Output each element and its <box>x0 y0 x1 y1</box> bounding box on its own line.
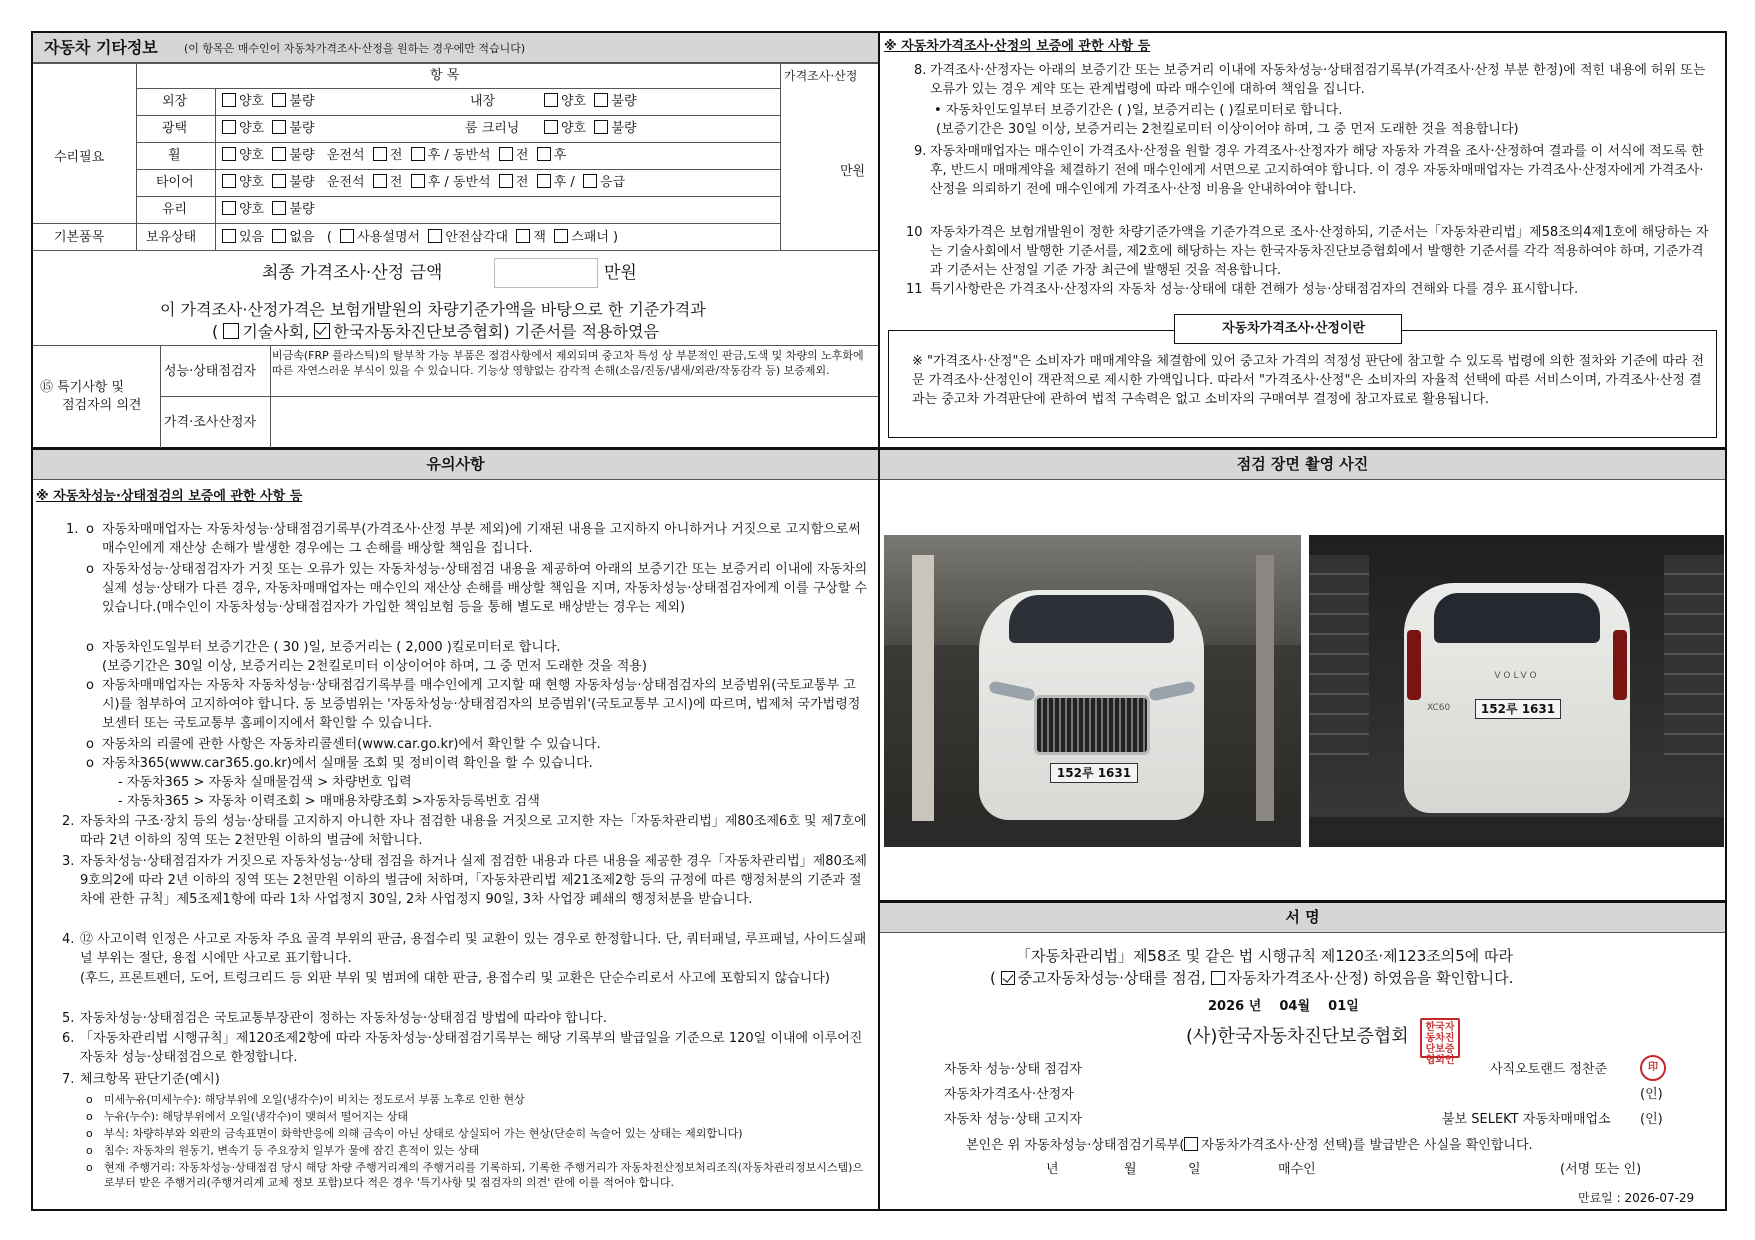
price-appraisal-checkbox[interactable] <box>1211 971 1225 985</box>
lift-ramp <box>884 821 1301 847</box>
row-label-gloss: 광택 <box>162 121 188 136</box>
bullet: o <box>86 640 94 655</box>
notice-item4: ⑫ 사고이력 인정은 사고로 자동차 주요 골격 부위의 판금, 용접수리 및 교환이 있는 경우로 한정합니다. 단, 쿼터패널, 루프패널, 사이드실패널 부위는 절단, 용접 시에만 사고로 표기합니다. <box>80 932 867 966</box>
manual-checkbox[interactable] <box>340 229 354 243</box>
row-label-room-clean: 룸 크리닝 <box>465 121 520 136</box>
inspector-note: 비금속(FRP 플라스틱)의 탈부착 가능 부품은 점검사항에서 제외되며 중고차 특성 상 부분적인 판금,도색 및 차량의 노후화에 따른 자연스러운 부식이 있을 수 있습니다. 기능상 영향없는 감각적 손해(소음/진동/냄새/외관/작동감각 등) 보증제외. <box>272 349 864 377</box>
notice-item7-number: 7. <box>62 1072 75 1087</box>
row-label-wheel: 휠 <box>168 148 181 163</box>
item11-text: 특기사항란은 가격조사·산정자의 자동차 성능·상태에 대한 견해가 성능·상태점검자의 견해와 다를 경우 표시합니다. <box>930 282 1579 297</box>
notice-item1d: 자동차매매업자는 자동차 자동차성능·상태점검기록부를 매수인에게 고지할 때 현행 자동차성능·상태점검자의 보증범위(국토교통부 고시)를 첨부하여 고지하여야 합니다. 동 보증범위는 '자동차성능·상태점검자의 보증범위'(국토교통부 고시)에 따르며, 법제처 국가법령정보센터 또는 국토교통부 홈페이지에서 확인할 수 있습니다. <box>102 678 861 731</box>
front-grille <box>1034 695 1150 755</box>
criteria-leak: 누유(누수): 해당부위에서 오일(냉각수)이 맺혀서 떨어지는 상태 <box>104 1110 409 1123</box>
bullet: o <box>86 1127 93 1140</box>
col-price-header: 가격조사·산정 <box>784 69 858 83</box>
bullet: o <box>86 1110 93 1123</box>
price-warranty-title: ※ 자동차가격조사·산정의 보증에 관한 사항 등 <box>884 39 1151 54</box>
shelving <box>1309 555 1369 755</box>
notice-item4-number: 4. <box>62 932 75 947</box>
rear-plate: 152루 1631 <box>1475 699 1561 719</box>
wheel-bad-checkbox[interactable] <box>272 147 286 161</box>
special-notes-label-line2: 점검자의 의견 <box>62 398 142 413</box>
notice-item1f-sub2: - 자동차365 > 자동차 이력조회 > 매매용차량조회 >자동차등록번호 검색 <box>118 794 540 809</box>
room-clean-good-checkbox[interactable] <box>544 120 558 134</box>
notice-item1e: 자동차의 리콜에 관한 사항은 자동차리콜센터(www.car.go.kr)에서 확인할 수 있습니다. <box>102 737 601 752</box>
notice-item1c: 자동차인도일부터 보증기간은 ( 30 )일, 보증거리는 ( 2,000 )킬로미터로 합니다. <box>102 640 561 655</box>
item10-text: 자동차가격은 보험개발원이 정한 차량기준가액을 기준가격으로 조사·산정하되, 기준서는「자동차관리법」제58조의4제1호에 해당하는 자는 기술사회에서 발행한 기준서를, 제2호에 해당하는 자는 한국자동차진단보증협회에서 발행한 기준서를 각각 적용하여야 하며, 기준가격과 기준서는 산정일 기준 가장 최근에 발행된 것을 적용합니다. <box>930 225 1709 278</box>
gloss-bad-checkbox[interactable] <box>272 120 286 134</box>
issuing-organization: (사)한국자동차진단보증협회 <box>1186 1026 1409 1047</box>
definition-text: ※ "가격조사·산정"은 소비자가 매매계약을 체결함에 있어 중고차 가격의 적정성 판단에 참고할 수 있도록 법령에 의한 절차와 기준에 따라 전문 가격조사·산정인이 객관적으로 제시한 가액입니다. 따라서 "가격조사·산정"은 소비자의 자율적 선택에 따른 서비스이며, 가격조사·산정 결과는 중고차 가격판단에 관하여 법적 구속력은 없고 소비자의 구매여부 결정에 참고자료로 활용됩니다. <box>912 354 1705 407</box>
front-plate: 152루 1631 <box>1050 763 1138 783</box>
buyer-date-year: 년 <box>1046 1162 1059 1177</box>
price-basis-line2: ( 기술사회, 한국자동차진단보증협회) 기준서를 적용하였음 <box>212 322 659 341</box>
performance-check-checkbox[interactable] <box>1001 971 1015 985</box>
organization-seal: 한국자동차진단보증협회인 <box>1420 1018 1460 1058</box>
glass-options: 양호 불량 <box>222 201 315 218</box>
windshield <box>1009 595 1174 643</box>
expiry-date: 만료일 : 2026-07-29 <box>1578 1191 1695 1205</box>
notifier-row-label: 자동차 성능·상태 고지자 <box>944 1112 1082 1127</box>
exterior-good-checkbox[interactable] <box>222 93 236 107</box>
bullet: o <box>86 678 94 693</box>
criteria-flood: 침수: 자동차의 원동기, 변속기 등 주요장치 일부가 물에 잠긴 흔적이 있는 상태 <box>104 1144 480 1157</box>
owned-none-checkbox[interactable] <box>272 229 286 243</box>
spanner-checkbox[interactable] <box>554 229 568 243</box>
tire-bad-checkbox[interactable] <box>272 174 286 188</box>
col-item-header: 항 목 <box>430 68 460 83</box>
buyer-sign-field[interactable]: (서명 또는 인) <box>1560 1162 1642 1177</box>
room-clean-options: 양호 불량 <box>544 120 637 137</box>
tire-good-checkbox[interactable] <box>222 174 236 188</box>
wheel-driver-front-checkbox[interactable] <box>373 147 387 161</box>
buyer-date-day: 일 <box>1188 1162 1201 1177</box>
room-clean-bad-checkbox[interactable] <box>594 120 608 134</box>
basic-items-label: 기본품목 <box>54 230 105 245</box>
bullet: o <box>86 756 94 771</box>
signature-header: 서 명 <box>880 903 1725 933</box>
bullet: o <box>86 1093 93 1106</box>
etc-info-title: 자동차 기타정보 <box>44 38 158 57</box>
item10-number: 10 <box>906 225 923 240</box>
notice-item1f: 자동차365(www.car365.go.kr)에서 실매물 조회 및 정비이력 확인을 할 수 있습니다. <box>102 756 593 771</box>
inspector-name: 사직오토랜드 정찬준 <box>1490 1062 1608 1077</box>
owned-have-checkbox[interactable] <box>222 229 236 243</box>
front-photo <box>884 535 1301 847</box>
tire-driver-front-checkbox[interactable] <box>373 174 387 188</box>
item8-number: 8. <box>914 63 927 78</box>
row-label-owned: 보유상태 <box>146 230 197 245</box>
etc-info-note: (이 항목은 매수인이 자동차가격조사·산정을 원하는 경우에만 적습니다) <box>184 42 526 55</box>
notice-subtitle: ※ 자동차성능·상태점검의 보증에 관한 사항 등 <box>36 489 303 504</box>
glass-bad-checkbox[interactable] <box>272 201 286 215</box>
appraiser-label: 가격·조사산정자 <box>164 415 257 430</box>
tire-emergency-checkbox[interactable] <box>583 174 597 188</box>
gloss-options: 양호 불량 <box>222 120 315 137</box>
bullet: o <box>86 562 94 577</box>
tire-passenger-front-checkbox[interactable] <box>499 174 513 188</box>
criteria-micro-leak: 미세누유(미세누수): 해당부위에 오일(냉각수)이 비치는 정도로서 부품 노후로 인한 현상 <box>104 1093 525 1106</box>
notifier-seal-mark: (인) <box>1640 1112 1663 1127</box>
notice-item4-sub: (후드, 프론트펜더, 도어, 트렁크리드 등 외판 부위 및 범퍼에 대한 판금, 용접수리 및 교환은 단순수리로서 사고에 포함되지 않습니다) <box>80 971 830 986</box>
notice-item1c-sub: (보증기간은 30일 이상, 보증거리는 2천킬로미터 이상이어야 하며, 그 중 먼저 도래한 것을 적용) <box>102 659 647 674</box>
repair-needed-label: 수리필요 <box>54 150 105 165</box>
interior-options: 양호 불량 <box>544 93 637 110</box>
shelving <box>1664 555 1724 755</box>
row-label-glass: 유리 <box>162 202 188 217</box>
inspector-row-label: 자동차 성능·상태 점검자 <box>944 1062 1082 1077</box>
bullet: o <box>86 737 94 752</box>
bullet: o <box>86 1144 93 1157</box>
item9-number: 9. <box>914 144 927 159</box>
notice-item1-number: 1. <box>66 522 79 537</box>
wheel-good-checkbox[interactable] <box>222 147 236 161</box>
bullet: o <box>86 1161 93 1174</box>
special-notes-label-line1: ⑮ 특기사항 및 <box>40 380 125 395</box>
receipt-price-checkbox[interactable] <box>1184 1137 1198 1151</box>
receipt-confirmation: 본인은 위 자동차성능·상태점검기록부( 자동차가격조사·산정 선택)를 발급받은 사실을 확인합니다. <box>966 1138 1533 1153</box>
rear-photo <box>1309 535 1724 847</box>
row-label-interior: 내장 <box>470 94 496 109</box>
final-price-label: 최종 가격조사·산정 금액 <box>262 263 443 283</box>
lift-post <box>1256 555 1274 825</box>
photo-header: 점검 장면 촬영 사진 <box>880 450 1725 480</box>
brand-lettering: VOLVO <box>1494 671 1540 681</box>
buyer-date-month: 월 <box>1124 1162 1137 1177</box>
notice-item5-number: 5. <box>62 1011 75 1026</box>
notice-item3-number: 3. <box>62 854 75 869</box>
law-basis-line: 「자동차관리법」제58조 및 같은 법 시행규칙 제120조·제123조의5에 따라 <box>1016 947 1514 965</box>
model-badge: XC60 <box>1427 703 1451 713</box>
criteria-mileage: 현재 주행거리: 자동차성능·상태점검 당시 해당 차량 주행거리계의 주행거리를 기록하되, 기록한 주행거리가 자동차전산정보처리조직(자동차관리정보시스템)으로부터 받은 주행거리(주행거리계 교체 정보 포함)보다 적은 경우 '특기사항 및 점검자의 의견' 란에 이를 적어야 합니다. <box>104 1161 864 1189</box>
notice-item5: 자동차성능·상태점검은 국토교통부장관이 정하는 자동차성능·상태점검 방법에 따라야 합니다. <box>80 1011 607 1026</box>
wheel-passenger-front-checkbox[interactable] <box>499 147 513 161</box>
buyer-label: 매수인 <box>1278 1162 1316 1177</box>
tire-passenger-rear-checkbox[interactable] <box>537 174 551 188</box>
item11-number: 11 <box>906 282 923 297</box>
exterior-options: 양호 불량 <box>222 93 315 110</box>
final-price-unit: 만원 <box>604 263 637 283</box>
tire-options: 양호 불량 운전석 전 후 / 동반석 전 후 / 응급 <box>222 174 625 191</box>
notice-item2: 자동차의 구조·장치 등의 성능·상태를 고지하지 아니한 자나 점검한 내용을 거짓으로 고지한 자는「자동차관리법」제80조제6호 및 제7호에 따라 2년 이하의 징역 또는 2천만원 이하의 벌금에 처합니다. <box>80 814 867 848</box>
row-label-tire: 타이어 <box>156 175 194 190</box>
row-label-exterior: 외장 <box>162 94 188 109</box>
notice-item1b: 자동차성능·상태점검자가 거짓 또는 오류가 있는 자동차성능·상태점검 내용을 제공하여 아래의 보증기간 또는 보증거리 이내에 자동차의 실제 성능·상태가 다른 경우, 자동차매매업자는 매수인의 재산상 손해를 배상할 책임을 지며, 자동차성능·상태점검자에게 이를 구상할 수 있습니다.(매수인이 자동차성능·상태점검자가 가입한 책임보험 등을 통해 별도로 배상받는 경우는 제외) <box>102 562 868 615</box>
interior-bad-checkbox[interactable] <box>594 93 608 107</box>
definition-title: 자동차가격조사·산정이란 <box>1222 321 1366 336</box>
notice-item2-number: 2. <box>62 814 75 829</box>
rear-window <box>1434 593 1600 643</box>
bullet: o <box>86 522 94 537</box>
wheel-driver-rear-checkbox[interactable] <box>411 147 425 161</box>
criteria-corrosion: 부식: 차량하부와 외판의 금속표면이 화학반응에 의해 금속이 아닌 상태로 상실되어 가는 현상(단순히 녹슬어 있는 상태는 제외합니다) <box>104 1127 743 1140</box>
tire-driver-rear-checkbox[interactable] <box>411 174 425 188</box>
tech-society-checkbox[interactable] <box>223 323 239 339</box>
notifier-name: 불보 SELEKT 자동차매매업소 <box>1442 1112 1611 1127</box>
exterior-bad-checkbox[interactable] <box>272 93 286 107</box>
notice-item1a: 자동차매매업자는 자동차성능·상태점검기록부(가격조사·산정 부분 제외)에 기재된 내용을 고지하지 아니하거나 거짓으로 고지함으로써 매수인에게 재산상 손해가 발생한 경우에는 그 손해를 배상할 책임을 집니다. <box>102 522 861 556</box>
notice-header: 유의사항 <box>33 450 878 480</box>
final-price-input[interactable] <box>494 258 598 288</box>
wheel-options: 양호 불량 운전석 전 후 / 동반석 전 후 <box>222 147 566 164</box>
item8-sub1: • 자동차인도일부터 보증기간은 ( )일, 보증거리는 ( )킬로미터로 합니다. <box>934 103 1343 118</box>
kadia-checkbox[interactable] <box>314 323 330 339</box>
confirmation-line: ( 중고자동차성능·상태를 점검, 자동차가격조사·산정) 하였음을 확인합니다. <box>990 969 1514 987</box>
taillight-right <box>1613 630 1627 700</box>
appraiser-seal-mark: (인) <box>1640 1087 1663 1102</box>
item8-text: 가격조사·산정자는 아래의 보증기간 또는 보증거리 이내에 자동차성능·상태점검기록부(가격조사·산정 부분 한정)에 적힌 내용에 허위 또는 오류가 있는 경우 계약 또는 관계법령에 따라 매수인에 대하여 책임을 집니다. <box>930 63 1706 97</box>
issue-date: 2026 년 04월 01일 <box>1208 999 1359 1014</box>
owned-options: 있음 없음 ( 사용설명서 안전삼각대 잭 스패너 ) <box>222 229 618 246</box>
triangle-checkbox[interactable] <box>428 229 442 243</box>
item9-text: 자동차매매업자는 매수인이 가격조사·산정을 원할 경우 가격조사·산정자가 해당 자동차 가격을 조사·산정하여 결과를 이 서식에 적도록 한 후, 반드시 매매계약을 체결하기 전에 매수인에게 서면으로 고지하여야 합니다. 이 경우 자동차매매업자는 가격조사·산정자에게 가격조사·산정을 의뢰하기 전에 매수인에게 가격조사·산정 비용을 안내하여야 합니다. <box>930 144 1704 197</box>
jack-checkbox[interactable] <box>516 229 530 243</box>
taillight-left <box>1407 630 1421 700</box>
inspector-stamp: 印 <box>1640 1055 1666 1081</box>
item8-sub2: (보증기간은 30일 이상, 보증거리는 2천킬로미터 이상이어야 하며, 그 중 먼저 도래한 것을 적용합니다) <box>936 122 1519 137</box>
lift-post <box>912 555 934 825</box>
wheel-passenger-rear-checkbox[interactable] <box>537 147 551 161</box>
notice-item6-number: 6. <box>62 1031 75 1046</box>
gloss-good-checkbox[interactable] <box>222 120 236 134</box>
price-basis-line1: 이 가격조사·산정가격은 보험개발원의 차량기준가액을 바탕으로 한 기준가격과 <box>160 300 706 319</box>
notice-item7: 체크항목 판단기준(예시) <box>80 1072 220 1087</box>
price-unit: 만원 <box>840 164 866 179</box>
inspector-label: 성능·상태점검자 <box>164 364 257 379</box>
notice-item3: 자동차성능·상태점검자가 거짓으로 자동차성능·상태 점검을 하거나 실제 점검한 내용과 다른 내용을 제공한 경우「자동차관리법」제80조제9호의2에 따라 2년 이하의 징역 또는 2천만원 이하의 벌금에 처하며,「자동차관리법 제21조제2항 등의 규정에 따른 행정처분의 기준과 절차에 관한 규칙」제5조제1항에 따라 1차 사업정지 30일, 2차 사업정지 90일, 3차 사업장 폐쇄의 행정처분을 받습니다. <box>80 854 867 907</box>
glass-good-checkbox[interactable] <box>222 201 236 215</box>
notice-item1f-sub1: - 자동차365 > 자동차 실매물검색 > 차량번호 입력 <box>118 775 412 790</box>
lift-ramp <box>1309 817 1724 847</box>
appraiser-row-label: 자동차가격조사·산정자 <box>944 1087 1074 1102</box>
interior-good-checkbox[interactable] <box>544 93 558 107</box>
notice-item6: 「자동차관리법 시행규칙」제120조제2항에 따라 자동차성능·상태점검기록부는 해당 기록부의 발급일을 기준으로 120일 이내에 이루어진 자동차 성능·상태점검으로 한정합니다. <box>80 1031 863 1065</box>
